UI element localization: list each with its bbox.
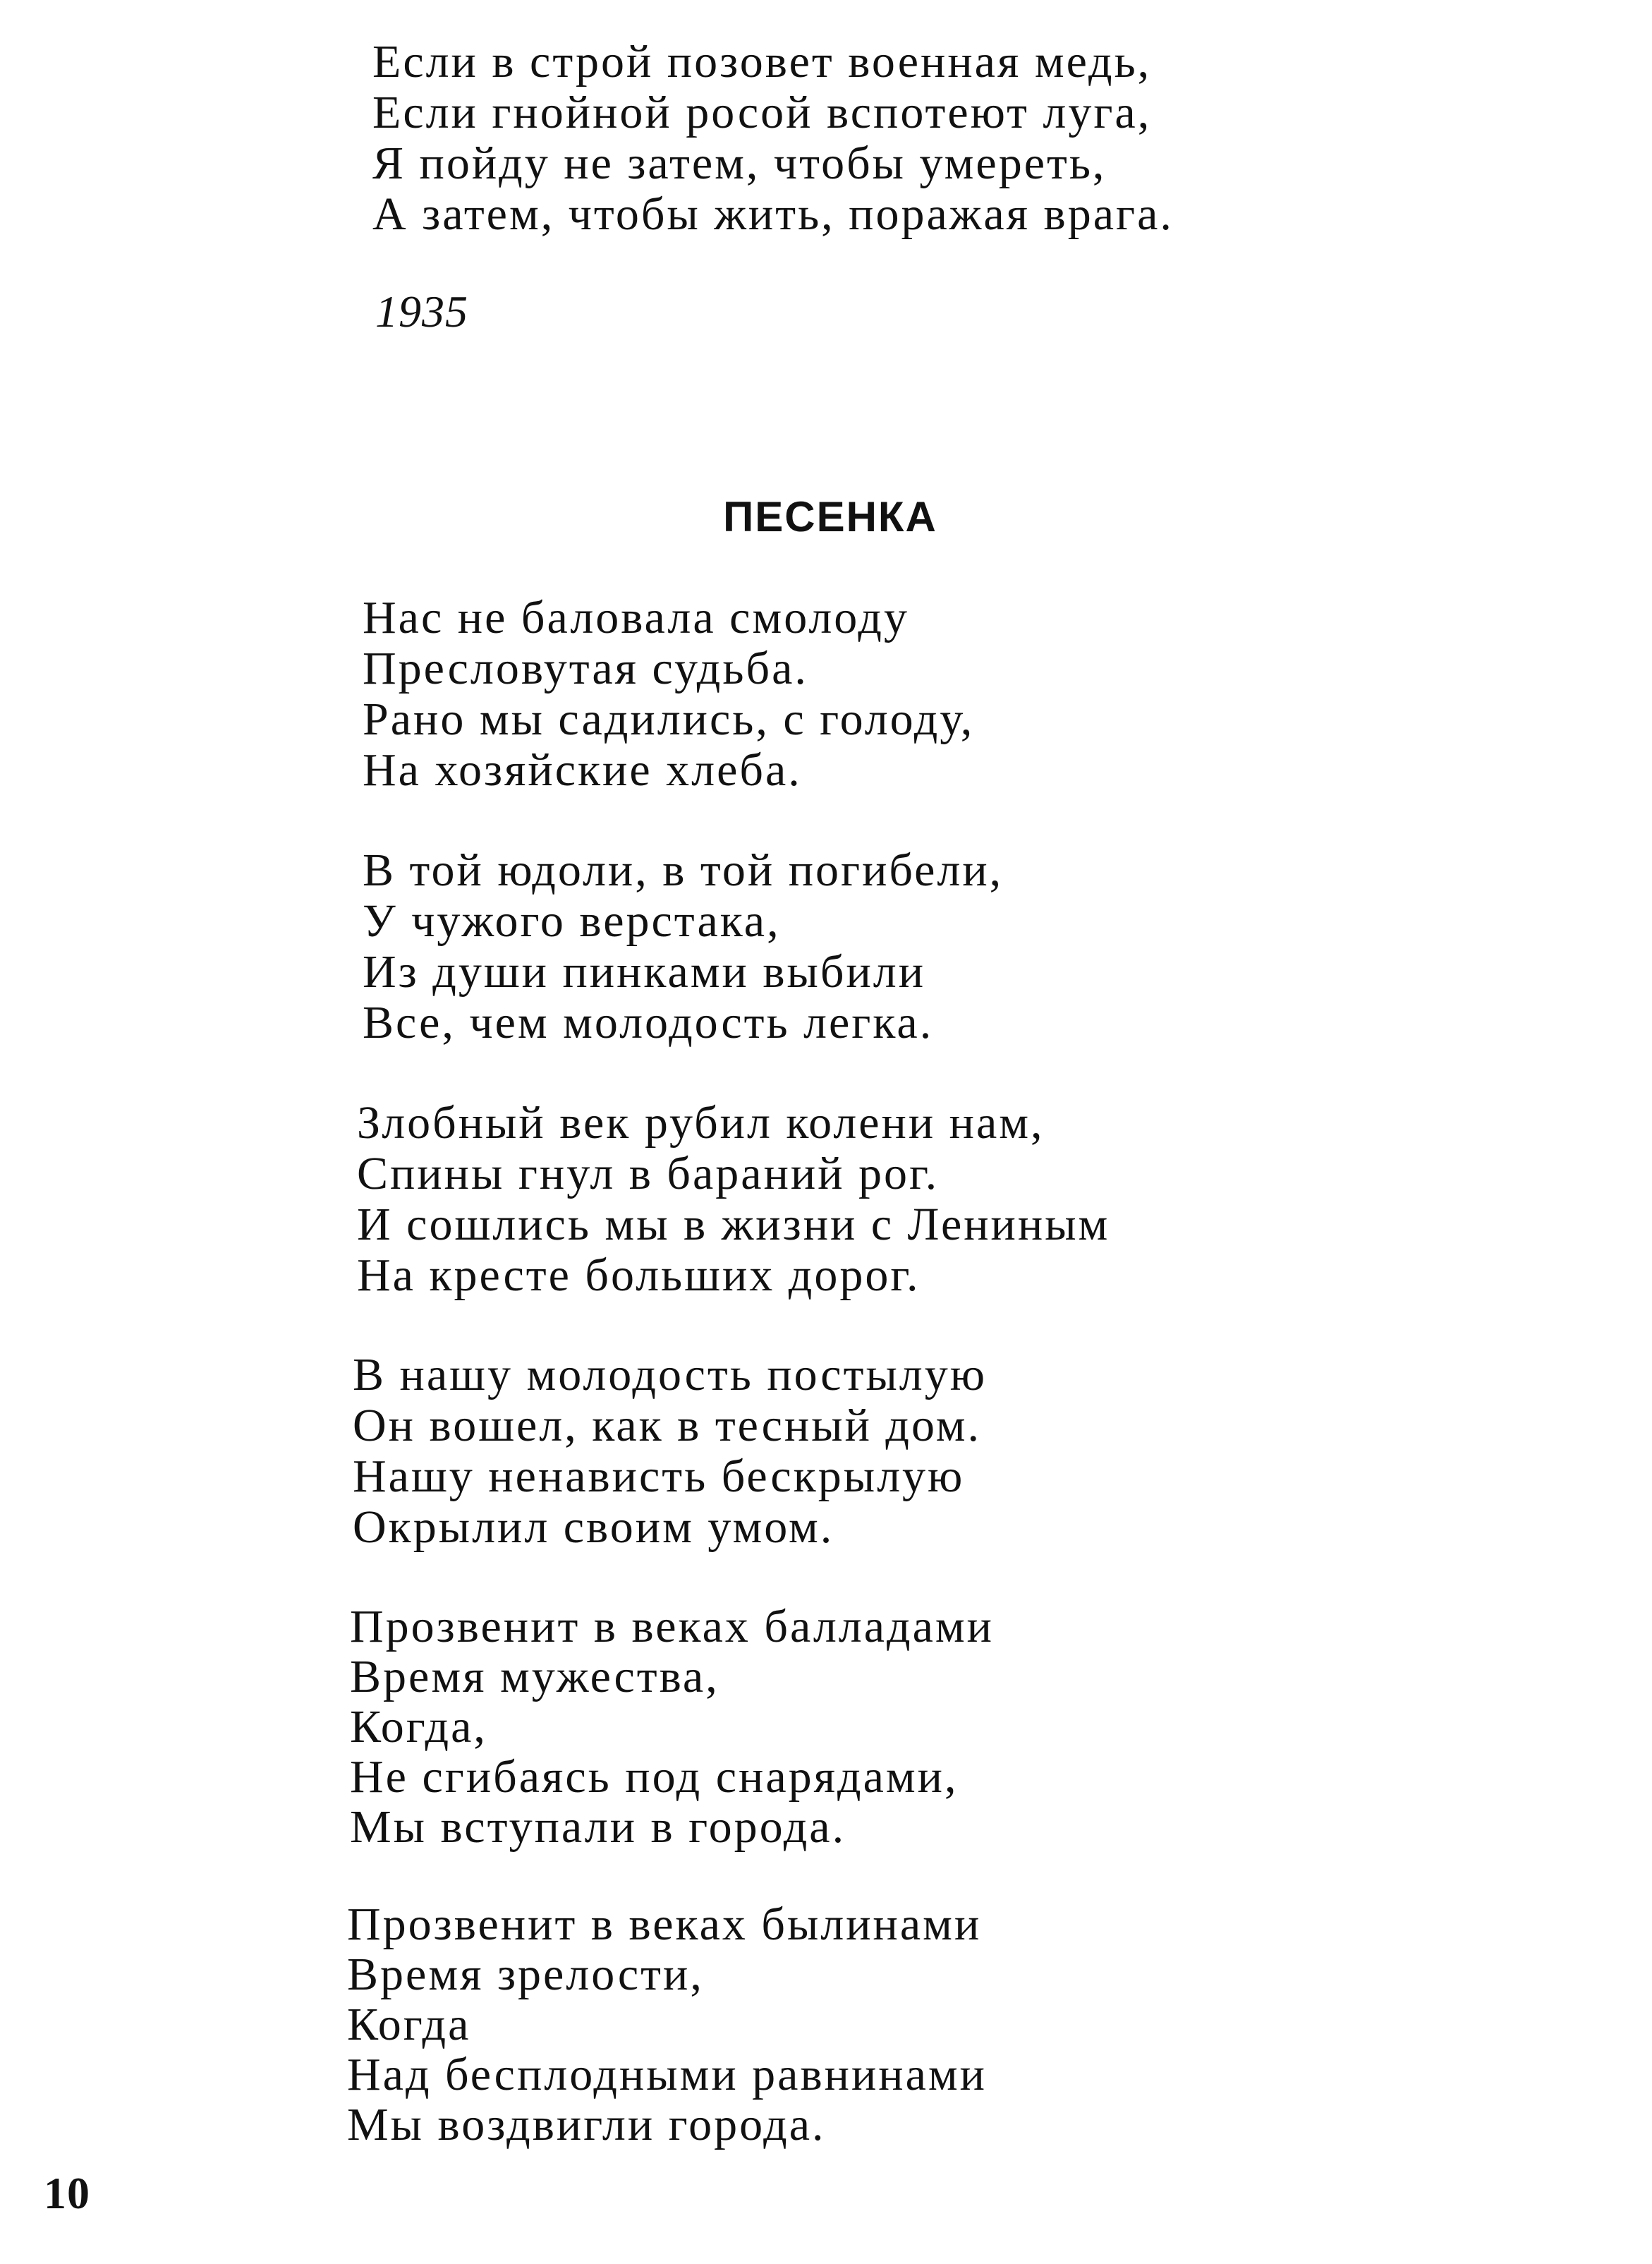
- page-number: 10: [44, 2168, 90, 2218]
- poem-line: На хозяйские хлеба.: [363, 744, 802, 796]
- poem-year: 1935: [375, 286, 468, 337]
- poem-title-text: ПЕСЕНКА: [723, 493, 937, 540]
- poem-line: На кресте больших дорог.: [357, 1249, 921, 1301]
- poem-line: В той юдоли, в той погибели,: [363, 845, 1004, 896]
- poem-line: Мы вступали в города.: [350, 1801, 846, 1853]
- stanza-2: [363, 845, 1003, 1048]
- epigraph-stanza: [372, 37, 1174, 240]
- poem-line: Рано мы садились, с голоду,: [363, 694, 975, 745]
- stanza-6: [347, 1899, 987, 2150]
- poem-line: Над бесплодными равнинами: [347, 2049, 987, 2100]
- stanza-3: [357, 1098, 1110, 1301]
- poem-line: Когда: [347, 1999, 471, 2050]
- poem-line: И сошлись мы в жизни с Лениным: [357, 1199, 1110, 1250]
- poem-line: Прозвенит в веках балладами: [350, 1601, 994, 1652]
- poem-line: Прозвенит в веках былинами: [347, 1899, 982, 1950]
- poem-line: Если в строй позовет военная медь,: [372, 36, 1152, 87]
- stanza-4: [353, 1350, 987, 1553]
- poem-line: Пресловутая судьба.: [363, 643, 808, 694]
- poem-line: Мы воздвигли города.: [347, 2099, 826, 2150]
- stanza-5: [350, 1602, 994, 1852]
- poem-line: Когда,: [350, 1701, 487, 1753]
- poem-line: А затем, чтобы жить, поражая врага.: [372, 188, 1174, 240]
- poem-line: Если гнойной росой вспотеют луга,: [372, 87, 1152, 138]
- poem-line: Время зрелости,: [347, 1949, 704, 2000]
- poem-line: Злобный век рубил колени нам,: [357, 1097, 1045, 1149]
- poem-line: Нас не баловала смолоду: [363, 592, 909, 643]
- poem-line: Время мужества,: [350, 1651, 719, 1702]
- poem-line: В нашу молодость постылую: [353, 1349, 988, 1400]
- poem-line: Окрылил своим умом.: [353, 1501, 834, 1553]
- poem-line: Он вошел, как в тесный дом.: [353, 1400, 981, 1451]
- poem-line: Спины гнул в бараний рог.: [357, 1148, 940, 1199]
- stanza-1: [363, 593, 974, 796]
- poem-line: У чужого верстака,: [363, 895, 781, 947]
- poem-line: Все, чем молодость легка.: [363, 997, 934, 1048]
- poem-line: Нашу ненависть бескрылую: [353, 1451, 965, 1502]
- poem-line: Не сгибаясь под снарядами,: [350, 1751, 959, 1803]
- poem-line: Из души пинками выбили: [363, 946, 926, 998]
- poem-title: [0, 492, 1652, 541]
- poem-line: Я пойду не затем, чтобы умереть,: [372, 138, 1107, 189]
